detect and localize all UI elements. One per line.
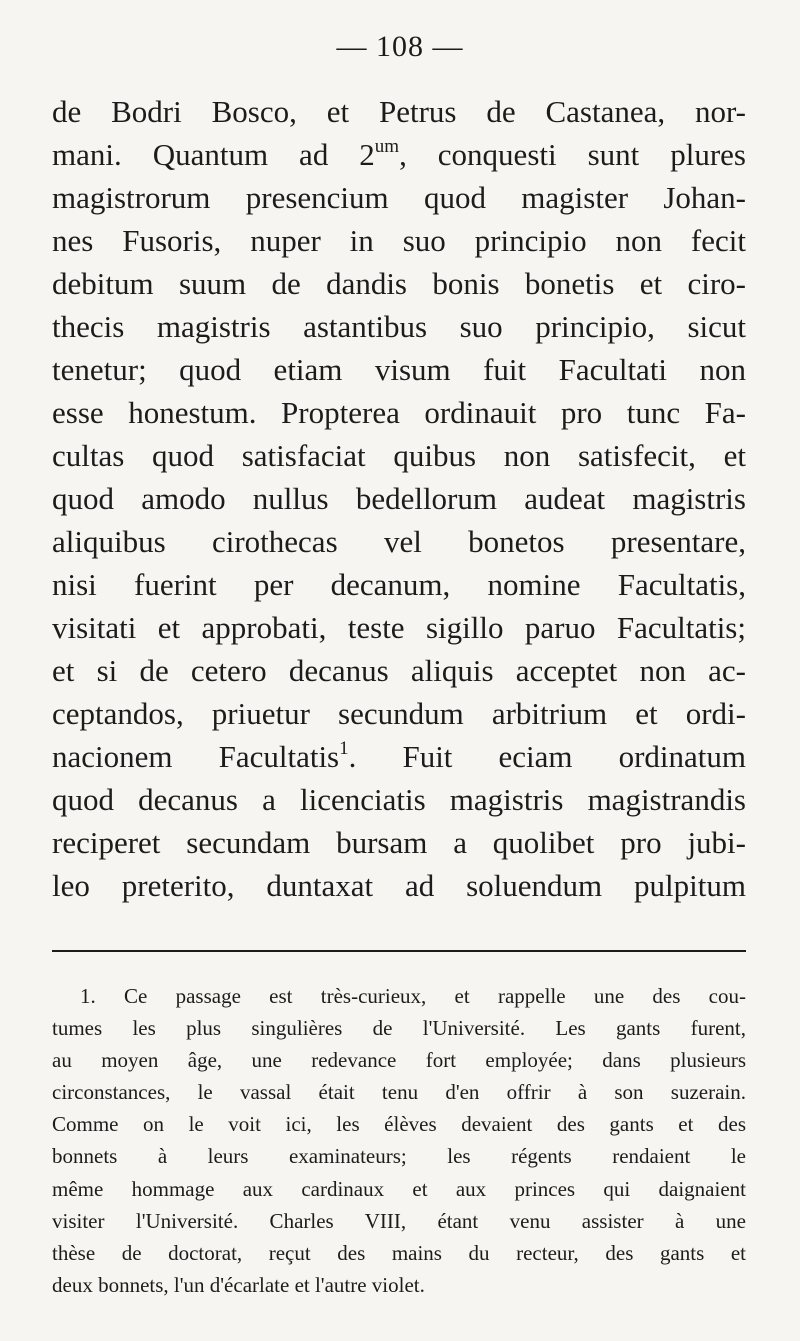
text-line-start: nacionem Facultatis [52,739,340,774]
text-line: nes Fusoris, nuper in suo principio non fecit [52,223,746,258]
text-line: ceptandos, priuetur secundum arbitrium et ordi- [52,696,746,731]
footnote-divider [52,950,746,952]
text-line: leo preterito, duntaxat ad soluendum pulpitum [52,868,746,903]
text-line: cultas quod satisfaciat quibus non satisfecit, et [52,438,746,473]
text-line-start: mani. Quantum ad 2 [52,137,375,172]
text-line: debitum suum de dandis bonis bonetis et ciro- [52,266,746,301]
text-line: de Bodri Bosco, et Petrus de Castanea, nor- [52,94,746,129]
text-line: tenetur; quod etiam visum fuit Facultati non [52,352,746,387]
footnote [52,980,746,1301]
text-line: et si de cetero decanus aliquis acceptet non ac- [52,653,746,688]
text-line: thecis magistris astantibus suo principio, sicut [52,309,746,344]
footnote-line: au moyen âge, une redevance fort employée; dans plusieurs [52,1048,746,1073]
footnote-line: thèse de doctorat, reçut des mains du recteur, des gants et [52,1240,746,1265]
text-line: reciperet secundam bursam a quolibet pro jubi- [52,825,746,860]
page-number: — 108 — [336,30,464,63]
text-line [52,133,746,176]
main-text [52,90,746,907]
text-line-rest: , conquesti sunt plures [399,137,746,172]
footnote-line: circonstances, le vassal était tenu d'en offrir à son suzerain. [52,1080,746,1105]
text-line [52,735,746,778]
footnote-line: tumes les plus singulières de l'Université. Les gants furent, [52,1016,746,1041]
text-line: aliquibus cirothecas vel bonetos presentare, [52,524,746,559]
footnote-line: Comme on le voit ici, les élèves devaient des gants et des [52,1112,746,1137]
text-line: esse honestum. Propterea ordinauit pro tunc Fa- [52,395,746,430]
superscript-um: um [374,136,400,157]
text-line: nisi fuerint per decanum, nomine Facultatis, [52,567,746,602]
footnote-line: 1. Ce passage est très-curieux, et rappelle une des cou- [80,984,746,1008]
text-line: visitati et approbati, teste sigillo paruo Facultatis; [52,610,746,645]
text-line: quod amodo nullus bedellorum audeat magistris [52,481,746,516]
text-line-rest: . Fuit eciam ordinatum [348,739,746,774]
footnote-line: deux bonnets, l'un d'écarlate et l'autre violet. [52,1272,425,1297]
footnote-marker: 1 [339,738,349,759]
footnote-line: même hommage aux cardinaux et aux princes qui daignaient [52,1176,746,1201]
text-line: magistrorum presencium quod magister Johan- [52,180,746,215]
footnote-line: bonnets à leurs examinateurs; les régents rendaient le [52,1144,746,1169]
footnote-line: visiter l'Université. Charles VIII, étant venu assister à une [52,1208,746,1233]
text-line: quod decanus a licenciatis magistris magistrandis [52,782,746,817]
